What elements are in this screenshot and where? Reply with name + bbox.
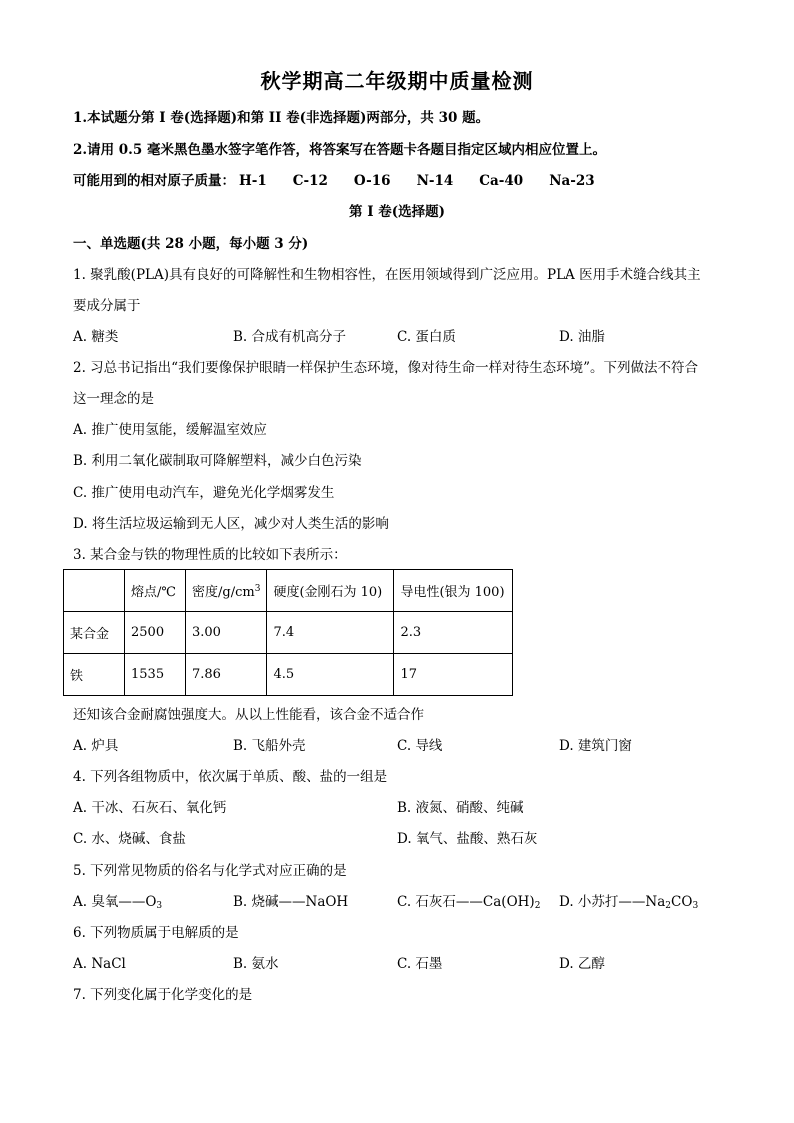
q4-option-c: C. 水、烧碱、食盐 (73, 831, 186, 847)
q3-stem: 3. 某合金与铁的物理性质的比较如下表所示： (73, 547, 347, 563)
part-title: 一、单选题(共 28 小题，每小题 3 分) (73, 236, 309, 252)
q6-option-a: A. NaCl (73, 956, 126, 972)
table-cell: 某合金 (64, 612, 125, 654)
table-cell: 1535 (125, 654, 186, 696)
q1-option-c: C. 蛋白质 (397, 329, 456, 345)
property-table (63, 569, 513, 696)
q2-option-b: B. 利用二氧化碳制取可降解塑料，减少白色污染 (73, 453, 362, 469)
q5-option-c-sub: 2 (534, 901, 541, 911)
q3-option-b: B. 飞船外壳 (233, 738, 306, 754)
table-cell: 2.3 (394, 612, 513, 654)
table-cell: 4.5 (267, 654, 394, 696)
q3-option-c: C. 导线 (397, 738, 443, 754)
table-header-cell (64, 570, 125, 612)
q5-option-c-text: C. 石灰石——Ca(OH) (397, 894, 535, 910)
table-header-cell: 硬度(金刚石为 10) (267, 570, 394, 612)
q5-option-d-text: D. 小苏打——Na (559, 894, 666, 910)
q4-option-d: D. 氧气、盐酸、熟石灰 (397, 831, 538, 847)
q2-option-d: D. 将生活垃圾运输到无人区，减少对人类生活的影响 (73, 516, 389, 532)
table-row (64, 654, 513, 696)
q2-stem-line1: 2. 习总书记指出“我们要像保护眼睛一样保护生态环境，像对待生命一样对待生态环境”。下列做法不符合 (73, 360, 698, 376)
q4-stem: 4. 下列各组物质中，依次属于单质、酸、盐的一组是 (73, 769, 388, 785)
q5-option-d (559, 893, 698, 911)
q6-option-d: D. 乙醇 (559, 956, 605, 972)
table-header-cell: 导电性(银为 100) (394, 570, 513, 612)
q5-option-d-sub2: 3 (692, 901, 699, 911)
atomic-mass-o: O-16 (353, 173, 391, 189)
q5-option-b: B. 烧碱——NaOH (233, 894, 349, 910)
q6-stem: 6. 下列物质属于电解质的是 (73, 925, 239, 941)
atomic-mass-h: H-1 (239, 173, 267, 189)
atomic-masses (73, 172, 621, 190)
q2-stem-line2: 这一理念的是 (73, 391, 154, 407)
q4-option-b: B. 液氮、硝酸、纯碱 (397, 800, 524, 816)
page-title: 秋学期高二年级期中质量检测 (260, 69, 534, 93)
q5-option-d-sub1: 2 (665, 901, 672, 911)
note-1: 1.本试题分第 I 卷(选择题)和第 II 卷(非选择题)两部分，共 30 题。 (73, 110, 490, 126)
q3-option-d: D. 建筑门窗 (559, 738, 632, 754)
q5-option-a-sub: 3 (156, 901, 163, 911)
density-header-text: 密度/g/cm (192, 585, 255, 600)
table-cell: 7.86 (186, 654, 267, 696)
atomic-label: 可能用到的相对原子质量： (73, 173, 235, 189)
atomic-mass-n: N-14 (416, 173, 454, 189)
q1-option-b: B. 合成有机高分子 (233, 329, 347, 345)
table-cell: 7.4 (267, 612, 394, 654)
density-header-sup: 3 (254, 584, 261, 594)
q4-option-a: A. 干冰、石灰石、氧化钙 (73, 800, 227, 816)
table-header-cell: 熔点/℃ (125, 570, 186, 612)
table-cell: 17 (394, 654, 513, 696)
q5-option-c (397, 893, 540, 911)
q1-stem-line1: 1. 聚乳酸(PLA)具有良好的可降解性和生物相容性，在医用领域得到广泛应用。PLA 医用手术缝合线其主 (73, 267, 701, 283)
table-cell: 3.00 (186, 612, 267, 654)
atomic-mass-c: C-12 (292, 173, 328, 189)
q2-option-a: A. 推广使用氢能，缓解温室效应 (73, 422, 267, 438)
q6-option-b: B. 氨水 (233, 956, 279, 972)
q7-stem: 7. 下列变化属于化学变化的是 (73, 987, 253, 1003)
q3-after-table: 还知该合金耐腐蚀强度大。从以上性能看，该合金不适合作 (73, 707, 424, 723)
q5-option-a (73, 893, 162, 911)
section-title: 第 I 卷(选择题) (349, 204, 445, 220)
q2-option-c: C. 推广使用电动汽车，避免光化学烟雾发生 (73, 485, 335, 501)
q1-option-d: D. 油脂 (559, 329, 605, 345)
q1-option-a: A. 糖类 (73, 329, 119, 345)
table-header-row (64, 570, 513, 612)
q5-stem: 5. 下列常见物质的俗名与化学式对应正确的是 (73, 863, 347, 879)
table-header-cell (186, 570, 267, 612)
atomic-mass-na: Na-23 (549, 173, 595, 189)
q1-stem-line2: 要成分属于 (73, 298, 141, 314)
q5-option-a-text: A. 臭氧——O (73, 894, 157, 910)
q6-option-c: C. 石墨 (397, 956, 443, 972)
q3-option-a: A. 炉具 (73, 738, 119, 754)
atomic-mass-ca: Ca-40 (479, 173, 524, 189)
q5-option-d-mid: CO (671, 894, 693, 910)
table-cell: 2500 (125, 612, 186, 654)
table-row (64, 612, 513, 654)
note-2: 2.请用 0.5 毫米黑色墨水签字笔作答，将答案写在答题卡各题目指定区域内相应位置上。 (73, 142, 606, 158)
table-cell: 铁 (64, 654, 125, 696)
